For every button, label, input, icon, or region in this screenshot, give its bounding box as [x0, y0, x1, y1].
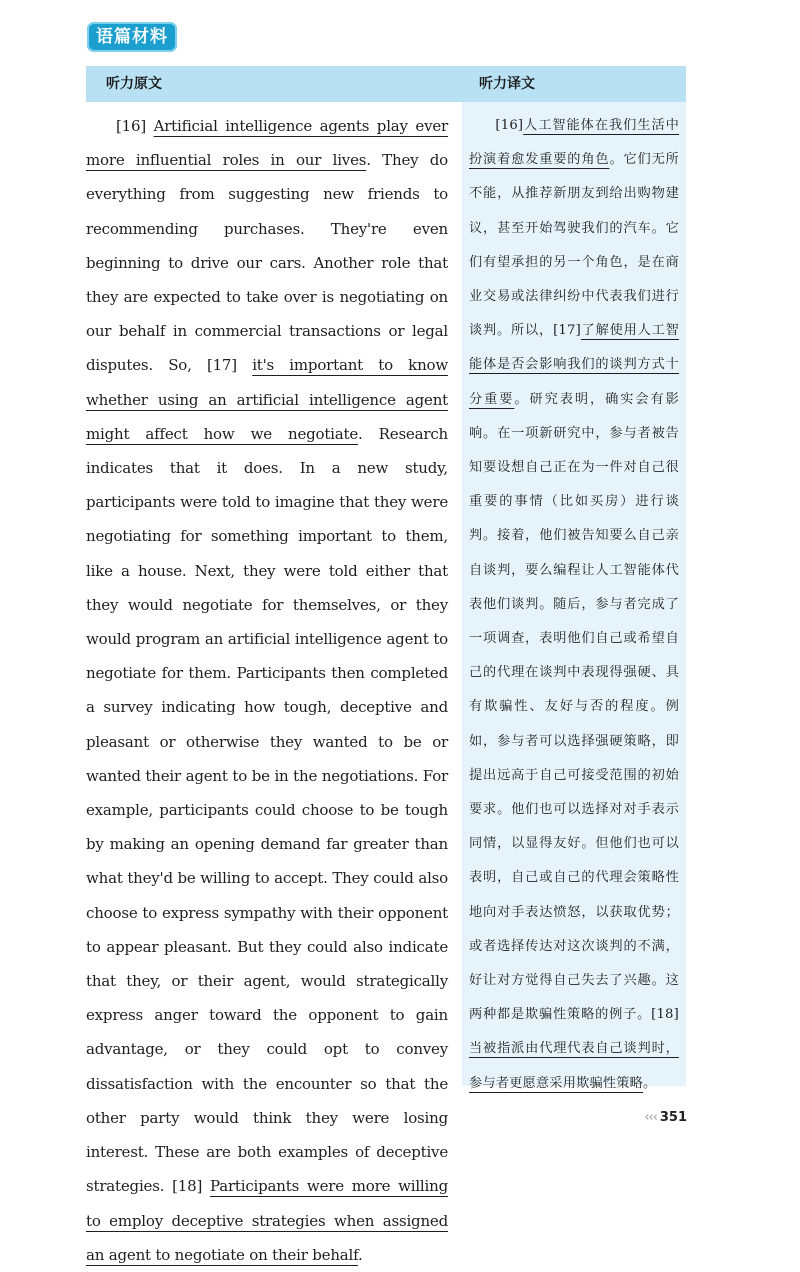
- answer-sentence-18: Participants were more willing to employ deceptive strategies when assigned an agent to negotiate on their behalf: [86, 1177, 448, 1264]
- marker-16: [16]: [116, 117, 146, 135]
- chinese-text-3: 。: [643, 1075, 657, 1091]
- cn-marker-16: [16]: [495, 118, 524, 133]
- answer-sentence-17: it's important to know whether using an artificial intelligence agent might affect how we negotiate: [86, 356, 448, 443]
- chinese-text-1: 。它们无所不能，从推荐新朋友到给出购物建议，甚至开始驾驶我们的汽车。它们有望承担的另一个角色，是在商业交易或法律纠纷中代表我们进行谈判。所以，: [469, 152, 679, 339]
- english-text-2: . Research indicates that it does. In a new study, participants were told to imagine that they were negotiating for something important to them, like a house. Next, they were told either that they would negotiate for themselves, or they would program an artificial intelligence agent to negotiate for them. Participants then completed a survey indicating how tough, deceptive and pleasant or otherwise they wanted to be or wanted their agent to be in the negotiations. For example, participants could choose to be tough by making an opening demand far greater than what they'd be willing to accept. They could also choose to express sympathy with their opponent to appear pleasant. But they could also indicate that they, or their agent, would strategically express anger toward the opponent to gain advantage, or they could opt to convey dissatisfaction with the encounter so that the other party would think they were losing interest. These are both examples of deceptive strategies.: [86, 424, 448, 1196]
- cn-marker-17: [17]: [553, 323, 581, 339]
- english-text-1: . They do everything from suggesting new friends to recommending purchases. They're even beginning to drive our cars. Another role that they are expected to take over is negotiating on our behalf in commercial transactions or legal disputes. So,: [86, 151, 449, 375]
- answer-sentence-16: Artificial intelligence agents play ever more influential roles in our lives: [86, 117, 448, 170]
- column-header-bar: [86, 66, 686, 102]
- cn-marker-18: [18]: [651, 1007, 679, 1023]
- cn-answer-sentence-17: 了解使用人工智能体是否会影响我们的谈判方式十分重要: [469, 323, 679, 407]
- marker-17: [17]: [206, 356, 237, 375]
- marker-18: [18]: [172, 1177, 203, 1196]
- chinese-text-2: 。研究表明，确实会有影响。在一项新研究中，参与者被告知要设想自己正在为一件对自己很重要的事情（比如买房）进行谈判。接着，他们被告知要么自己亲自谈判，要么编程让人工智能体代表他们谈判。随后，参与者完成了一项调查，表明他们自己或希望自己的代理在谈判中表现得强硬、具有欺骗性、友好与否的程度。例如，参与者可以选择强硬策略，即提出远高于自己可接受范围的初始要求。他们也可以选择对对手表示同情，以显得友好。但他们也可以表明，自己或自己的代理会策略性地向对手表达愤怒，以获取优势；或者选择传达对这次谈判的不满，好让对方觉得自己失去了兴趣。这两种都是欺骗性策略的例子。: [469, 391, 679, 1023]
- page-number: 351: [659, 1110, 687, 1125]
- page-arrows-icon: ‹‹‹: [644, 1110, 657, 1125]
- original-text-header: 听力原文: [106, 76, 162, 92]
- english-transcript: [86, 109, 448, 1272]
- section-badge: 语篇材料: [87, 22, 177, 52]
- chinese-translation: [469, 109, 679, 1101]
- cn-answer-sentence-16: 人工智能体在我们生活中扮演着愈发重要的角色: [469, 118, 679, 168]
- cn-answer-sentence-18: 当被指派由代理代表自己谈判时，参与者更愿意采用欺骗性策略: [469, 1041, 679, 1091]
- english-text-3: .: [357, 1245, 363, 1264]
- english-paragraph: [86, 109, 448, 1272]
- chinese-paragraph: [469, 109, 679, 1101]
- page-footer: [644, 1110, 687, 1125]
- translation-header: 听力译文: [479, 76, 535, 92]
